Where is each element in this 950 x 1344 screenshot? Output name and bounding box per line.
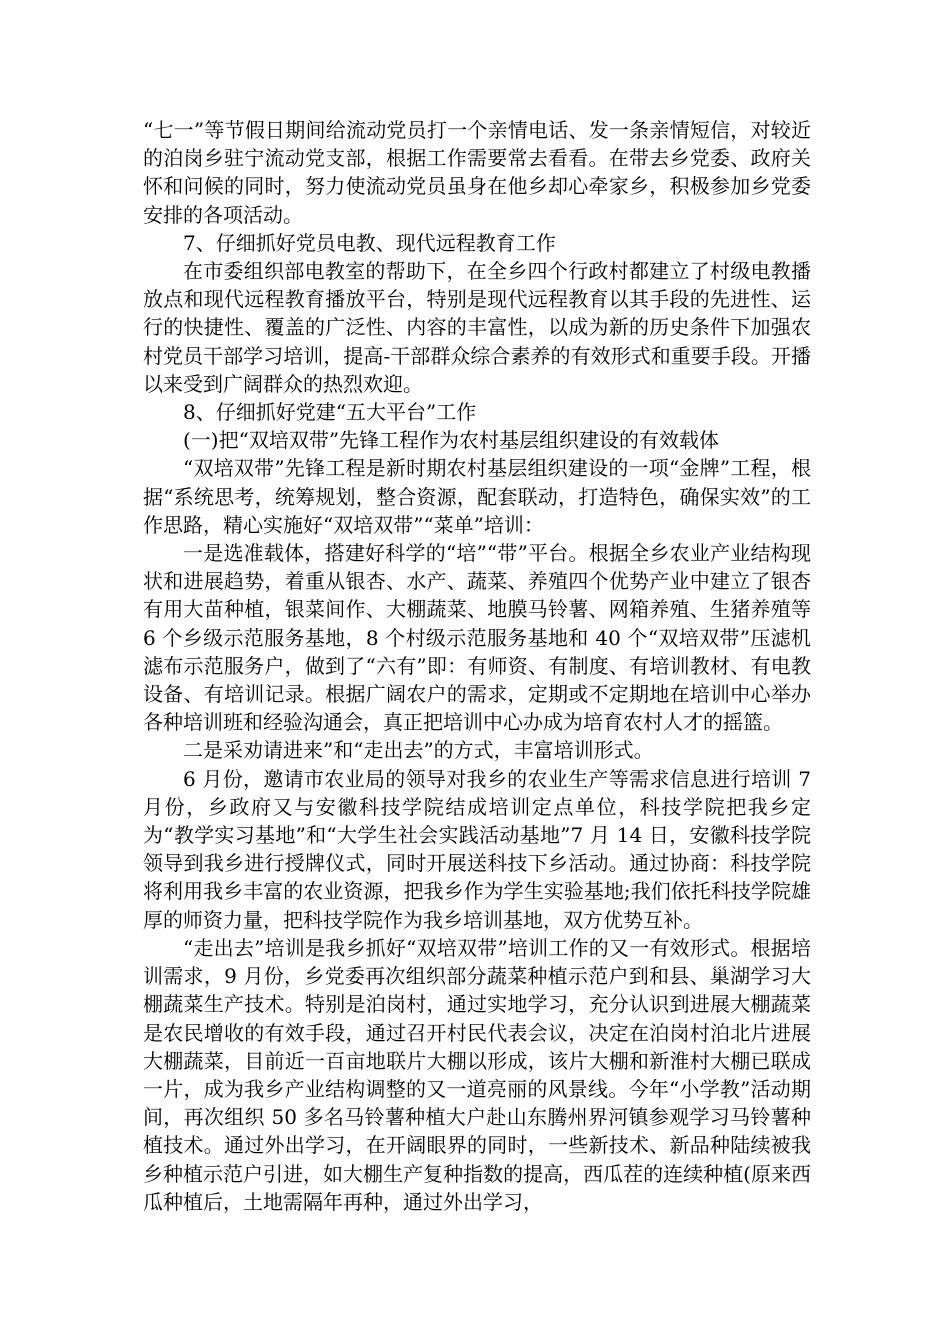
paragraph: “走出去”培训是我乡抓好“双培双带”培训工作的又一有效形式。根据培训需求，9 月份，乡党委再次组织部分蔬菜种植示范户到和县、巢湖学习大棚蔬菜生产技术。特别是泊岗村，通过实地学习，充分认识到进展大棚蔬菜是农民增收的有效手段，通过召开村民代表会议，决定在泊岗村泊北片进展大棚蔬菜，目前近一百亩地联片大棚以形成，该片大棚和新淮村大棚已联成一片，成为我乡产业结构调整的又一道亮丽的风景线。今年“小学教”活动期间，再次组织 50 多名马铃薯种植大户赴山东腾州界河镇参观学习马铃薯种植技术。通过外出学习，在开阔眼界的同时，一些新技术、新品种陆续被我乡种植示范户引进，如大棚生产复种指数的提高，西瓜茬的连续种植(原来西瓜种植后，土地需隔年再种，通过外出学习， [143, 935, 811, 1214]
paragraph: 6 月份，邀请市农业局的领导对我乡的农业生产等需求信息进行培训 7 月份，乡政府又与安徽科技学院结成培训定点单位，科技学院把我乡定为“教学实习基地”和“大学生社会实践活动基地”7 月 14 日，安徽科技学院领导到我乡进行授牌仪式，同时开展送科技下乡活动。通过协商：科技学院将利用我乡丰富的农业资源，把我乡作为学生实验基地;我们依托科技学院雄厚的师资力量，把科技学院作为我乡培训基地，双方优势互补。 [143, 766, 811, 932]
section-heading: 7、仔细抓好党员电教、现代远程教育工作 [183, 230, 556, 255]
subsection-heading: (一)把“双培双带”先锋工程作为农村基层组织建设的有效载体 [183, 428, 720, 453]
document-body [143, 116, 811, 1216]
paragraph: 二是采劝请进来”和“走出去”的方式，丰富培训形式。 [183, 738, 654, 763]
section-heading: 8、仔细抓好党建“五大平台”工作 [183, 400, 477, 425]
paragraph: 一是选准载体，搭建好科学的“培”“带”平台。根据全乡农业产业结构现状和进展趋势，着重从银杏、水产、蔬菜、养殖四个优势产业中建立了银杏有用大苗种植，银菜间作、大棚蔬菜、地膜马铃薯、网箱养殖、生猪养殖等 6 个乡级示范服务基地，8 个村级示范服务基地和 40 个“双培双带”压滤机滤布示范服务户，做到了“六有”即：有师资、有制度、有培训教材、有电教设备、有培训记录。根据广阔农户的需求，定期或不定期地在培训中心举办各种培训班和经验沟通会，真正把培训中心办成为培育农村人才的摇篮。 [143, 541, 811, 735]
paragraph: 在市委组织部电教室的帮助下，在全乡四个行政村都建立了村级电教播放点和现代远程教育播放平台，特别是现代远程教育以其手段的先进性、运行的快捷性、覆盖的广泛性、内容的丰富性，以成为新的历史条件下加强农村党员干部学习培训，提高-干部群众综合素养的有效形式和重要手段。开播以来受到广阔群众的热烈欢迎。 [143, 259, 811, 396]
paragraph: “七一”等节假日期间给流动党员打一个亲情电话、发一条亲情短信，对较近的泊岗乡驻宁流动党支部，根据工作需要常去看看。在带去乡党委、政府关怀和问候的同时，努力使流动党员虽身在他乡却心牵家乡，积极参加乡党委安排的各项活动。 [143, 118, 811, 227]
paragraph: “双培双带”先锋工程是新时期农村基层组织建设的一项“金牌”工程，根据“系统思考，统筹规划，整合资源，配套联动，打造特色，确保实效”的工作思路，精心实施好“双培双带”“菜单”培训： [143, 456, 811, 537]
